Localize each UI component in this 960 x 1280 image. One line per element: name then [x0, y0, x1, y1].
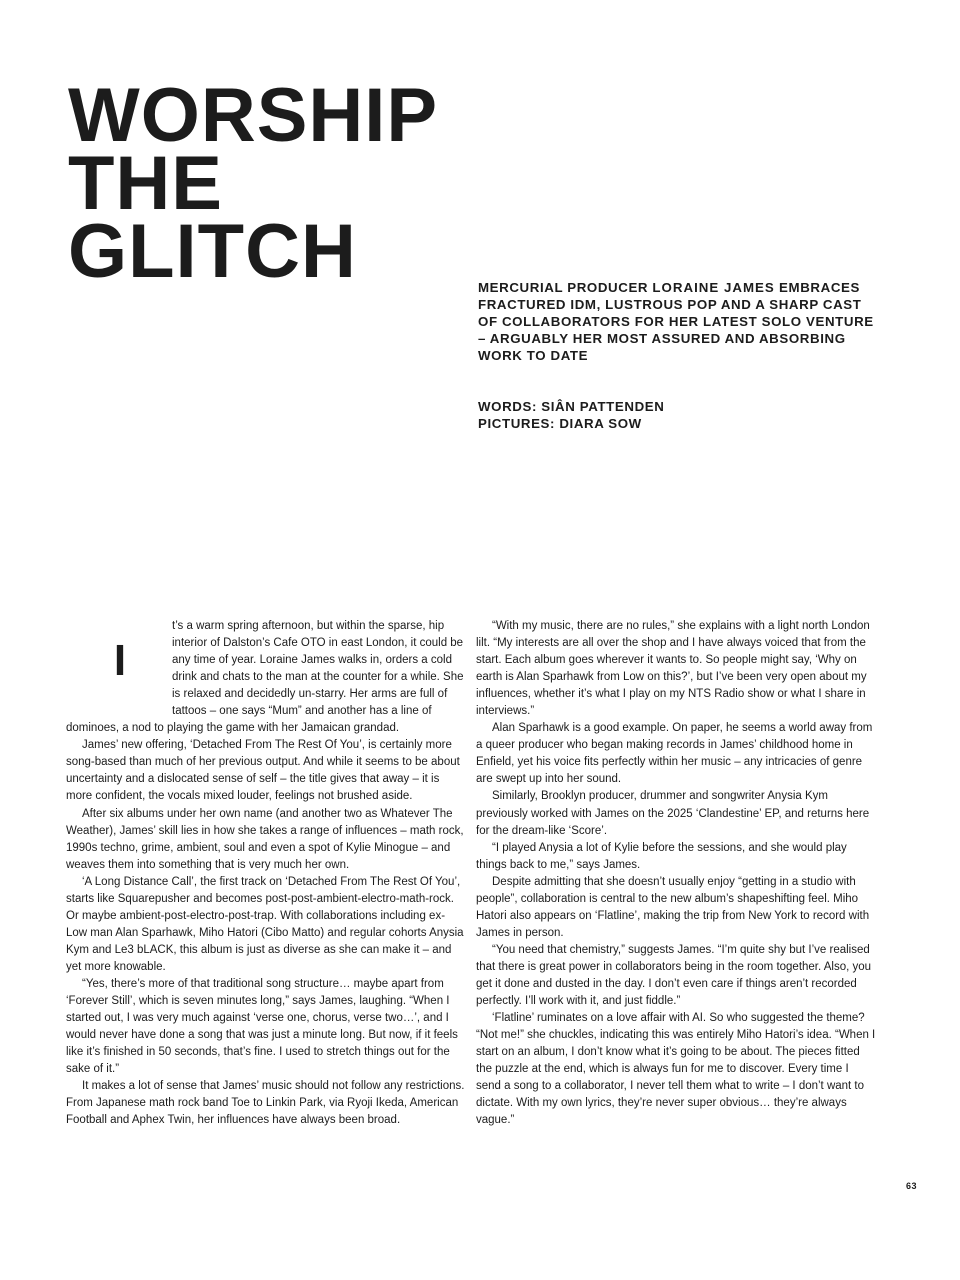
- standfirst-lead: MERCURIAL PRODUCER: [478, 280, 653, 295]
- headline: [68, 73, 439, 294]
- article-column-2: [476, 618, 876, 1129]
- credits: [478, 398, 878, 432]
- paragraph: “With my music, there are no rules,” she explains with a light north London lilt. “My interests are all over the shop and I have always voiced that from the start. Each album goes wherever it wants to. So people might say, ‘Why on earth is Alan Sparhawk from Low on this?’, but I’ve been very open about my influences, whether it’s what I play on my NTS Radio show or what I share in interviews.”: [476, 620, 870, 718]
- headline-line-2: THE: [68, 141, 223, 226]
- paragraph: “I played Anysia a lot of Kylie before the sessions, and she would play things back to me,” says James.: [476, 841, 847, 871]
- paragraph: ‘Flatline’ ruminates on a love affair with AI. So who suggested the theme?: [492, 1012, 865, 1025]
- paragraph: It makes a lot of sense that James’ music should not follow any restrictions. From Japanese math rock band Toe to Linkin Park, via Ryoji Ikeda, American Football and Aphex Twin, her influences have always been broad.: [66, 1080, 465, 1127]
- paragraph: After six albums under her own name (and another two as Whatever The Weather), James’ skill lies in how she takes a range of influences – math rock, 1990s techno, grime, ambient, soul and even a spot of Kylie Minogue – and weaves them into something that is very much her own.: [66, 807, 464, 871]
- paragraph: Despite admitting that she doesn’t usually enjoy “getting in a studio with people”, collaboration is central to the new album’s shapeshifting feel. Miho Hatori also appears on ‘Flatline’, making the trip from New York to record with James in person.: [476, 875, 870, 939]
- paragraph: “Yes, there’s more of that traditional song structure… maybe apart from ‘Forever Still’, which is seven minutes long,” says James, laughing. “When I started out, I was very much against ‘verse one, chorus, verse two…’, and I would never have done a song that was just a minute long. But now, if it feels like it’s finished in 50 seconds, that’s fine. I used to stretch things out for the sake of it.”: [66, 977, 458, 1076]
- page-number: 63: [906, 1181, 918, 1191]
- standfirst-artist-name: LORAINE JAMES: [652, 280, 775, 295]
- paragraph: ‘A Long Distance Call’, the first track on ‘Detached From The Rest Of You’, starts like Squarepusher and becomes post-post-ambient-electro-math-rock. Or maybe ambient-post-electro-post-trap. With collaborations including ex-Low man Alan Sparhawk, Miho Hatori (Cibo Matto) and regular cohorts Anysia Kym and Le3 bLACK, this album is just as diverse as she can make it – and yet more knowable.: [66, 875, 464, 973]
- headline-line-3: GLITCH: [68, 209, 357, 294]
- paragraph: Alan Sparhawk is a good example. On paper, he seems a world away from a queer producer who began making records in James’ childhood home in Enfield, yet his voice fits perfectly within her music – any intricacies of genre are swept up into her sound.: [476, 722, 873, 786]
- paragraph: James’ new offering, ‘Detached From The Rest Of You’, is certainly more song-based than much of her previous output. And while it seems to be about uncertainty and a dislocated sense of self – the title gives that away – it is more confident, the vocals mixed louder, feelings not brushed aside.: [66, 739, 460, 803]
- headline-line-1: WORSHIP: [68, 73, 439, 158]
- paragraph: Similarly, Brooklyn producer, drummer and songwriter Anysia Kym previously worked with James on the 2025 ‘Clandestine’ EP, and returns here for the dream-like ‘Score’.: [476, 790, 870, 837]
- paragraph: “You need that chemistry,” suggests James. “I’m quite shy but I’ve realised that there is great power in collaborators being in the room together. Also, you get it done and dusted in the day. I don’t even care if things aren’t recorded perfectly. I’ll work with it, and just fiddle.”: [476, 943, 872, 1008]
- standfirst-rest: EMBRACES FRACTURED IDM, LUSTROUS POP AND A SHARP CAST OF COLLABORATORS FOR HER LATEST SOLO VENTURE – ARGUABLY HER MOST ASSURED AND ABSORBING WORK TO DATE: [478, 280, 874, 363]
- paragraph: “Not me!” she chuckles, indicating this was entirely Miho Hatori’s idea. “When I start on an album, I don’t know what it’s going to be about. The pieces fitted the puzzle at the end, which is always fun for me to discover. Every time I send a song to a collaborator, I never tell them what to write – I don’t want to dictate. With my own lyrics, they’re never super obvious… they’re always vague.”: [476, 1029, 876, 1127]
- credit-words: WORDS: SIÂN PATTENDEN: [478, 399, 665, 414]
- standfirst: [478, 279, 878, 364]
- credit-pictures: PICTURES: DIARA SOW: [478, 416, 642, 431]
- article-column-1: [66, 618, 466, 1129]
- paragraph: t’s a warm spring afternoon, but within the sparse, hip interior of Dalston’s Cafe OTO in east London, it could be any time of year. Loraine James walks in, orders a cold drink and chats to the man at the counter for a while. She is relaxed and decidedly un-starry. Her arms are full of tattoos – one says “Mum” and another has a line of dominoes, a nod to playing the game with her Jamaican grandad.: [66, 620, 464, 735]
- drop-cap: I: [113, 636, 127, 685]
